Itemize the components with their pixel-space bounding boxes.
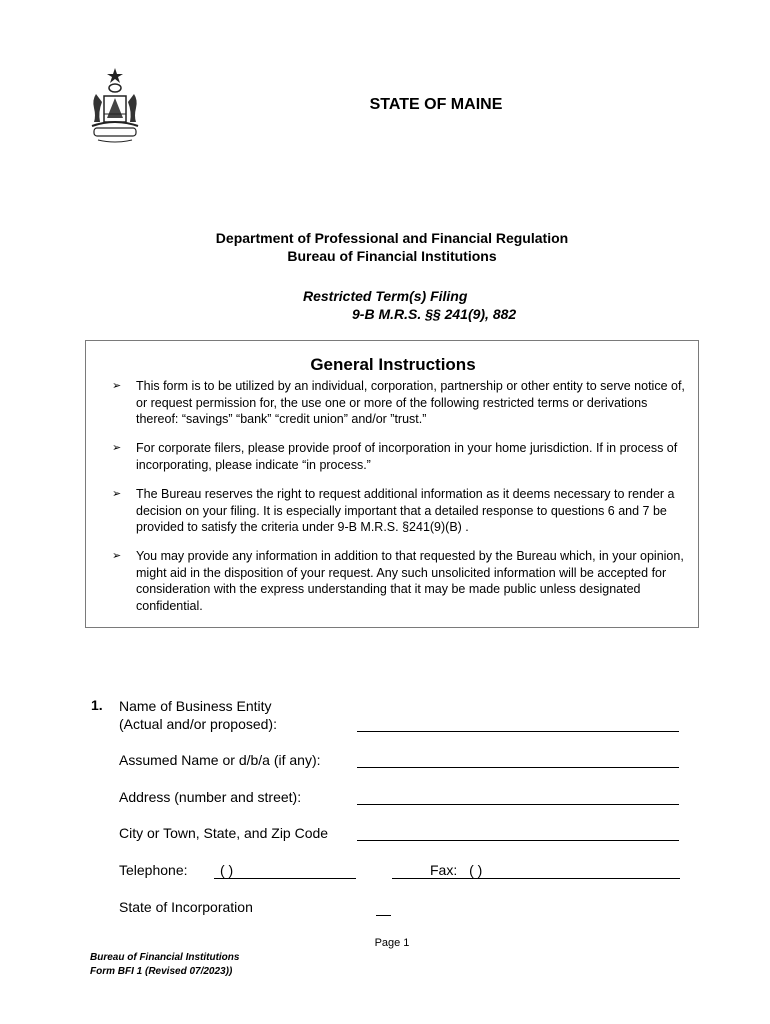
form-footer [90,951,239,979]
business-name-label [119,697,277,733]
page-number: Page 1 [374,937,410,949]
instruction-item [112,486,692,536]
instruction-item [112,378,692,428]
instruction-text: The Bureau reserves the right to request additional information as it deems necessary to render a decision on your filing. It is especially important that a detailed response to questions 6 and 7 be provided to satisfy the criteria under 9-B M.R.S. §241(9)(B) . [136,487,675,534]
business-name-field[interactable] [357,731,679,732]
business-name-label-line2: (Actual and/or proposed): [119,716,277,732]
instructions-title: General Instructions [310,355,476,374]
bureau-name: Bureau of Financial Institutions [287,248,497,264]
question-number: 1. [91,697,103,713]
instruction-item [112,440,692,473]
telephone-label: Telephone: [119,862,188,878]
arrowhead-bullet-icon: ➢ [112,550,122,562]
assumed-name-field[interactable] [357,767,679,768]
address-field[interactable] [357,804,679,805]
city-state-zip-label: City or Town, State, and Zip Code [119,825,329,841]
instruction-text: For corporate filers, please provide proof of incorporation in your home jurisdiction. If in process of incorporating, please indicate “in process.” [136,441,678,472]
address-label: Address (number and street): [119,789,302,805]
assumed-name-label: Assumed Name or d/b/a (if any): [119,752,321,768]
filing-statute: 9-B M.R.S. §§ 241(9), 882 [352,306,517,322]
filing-title: Restricted Term(s) Filing [303,288,468,304]
fax-value: ( ) [469,862,483,878]
department-name: Department of Professional and Financial Regulation [215,230,569,246]
footer-form-id: Form BFI 1 (Revised 07/2023)) [90,966,233,977]
telephone-field[interactable] [214,861,356,879]
department-heading [0,229,770,265]
instruction-text: You may provide any information in addition to that requested by the Bureau which, in your opinion, might aid in the disposition of your request. Any such unsolicited information will be accepted for consideration with the express understanding that it may be made public unless designated confidential. [136,549,684,613]
page-title: STATE OF MAINE [369,96,503,113]
business-name-label-line1: Name of Business Entity [119,698,272,714]
arrowhead-bullet-icon: ➢ [112,380,122,392]
instruction-item [112,548,692,614]
state-of-incorporation-field[interactable] [376,915,391,916]
general-instructions-box [85,340,699,628]
state-of-incorporation-label: State of Incorporation [119,899,253,915]
footer-bureau: Bureau of Financial Institutions [90,952,240,963]
instruction-text: This form is to be utilized by an individual, corporation, partnership or other entity to serve notice of, or request permission for, the use one or more of the following restricted terms or derivations thereof: “savings” “bank” “credit union” and/or ”trust.” [136,379,685,426]
city-state-zip-field[interactable] [357,840,679,841]
arrowhead-bullet-icon: ➢ [112,442,122,454]
fax-label: Fax: [430,862,458,878]
arrowhead-bullet-icon: ➢ [112,488,122,500]
fax-field[interactable] [392,861,680,879]
telephone-value: ( ) [220,862,234,878]
